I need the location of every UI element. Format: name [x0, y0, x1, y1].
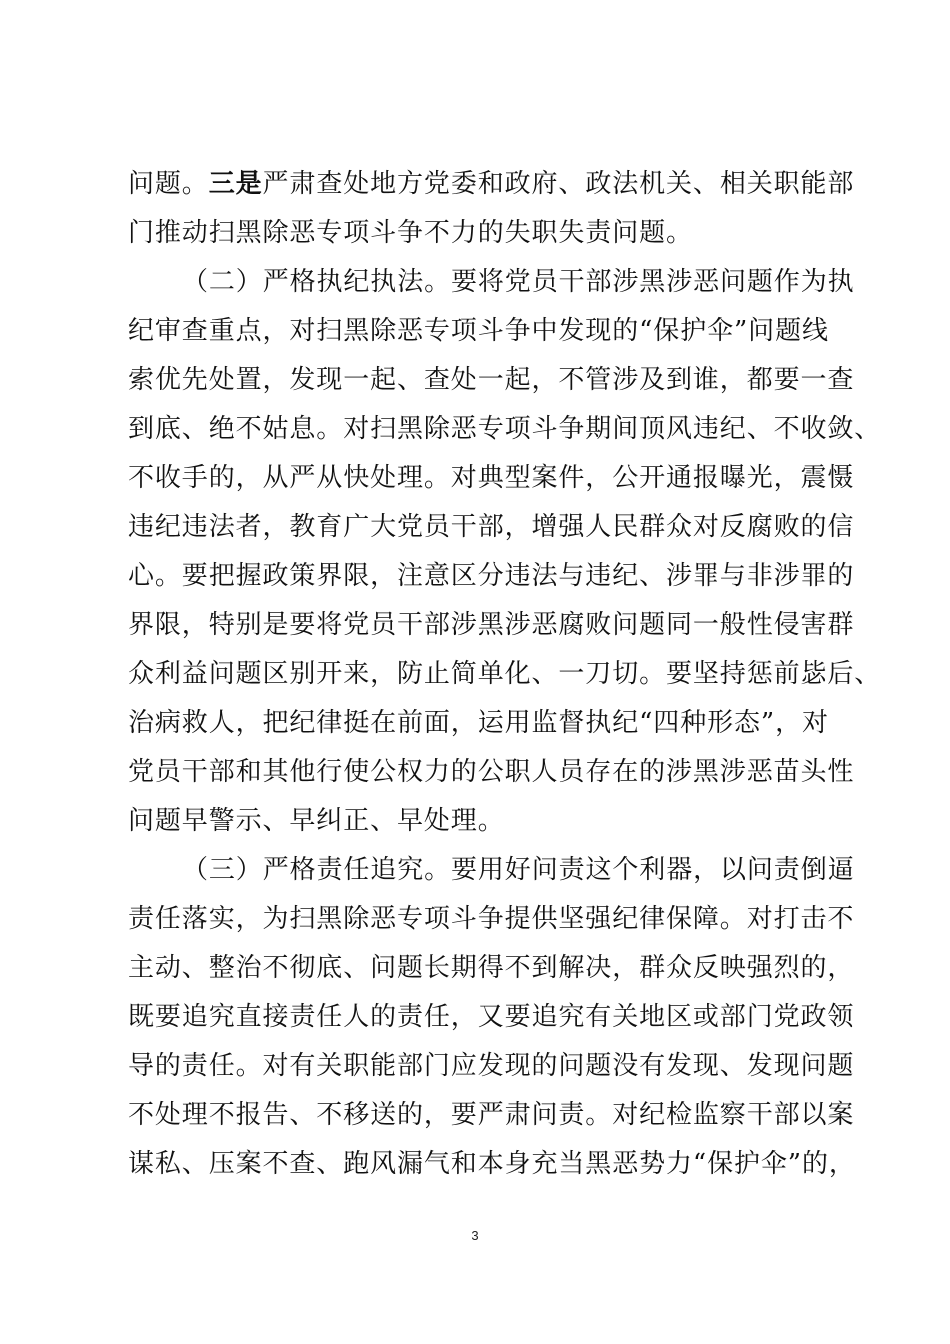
bold-text-run: 三是	[208, 169, 263, 199]
text-line: 门推动扫黑除恶专项斗争不力的失职失责问题。	[128, 218, 693, 248]
text-run: 严肃查处地方党委和政府、政法机关、相关职能部	[262, 169, 855, 199]
text-line: 众利益问题区别开来，防止简单化、一刀切。要坚持惩前毖后、	[128, 659, 882, 689]
text-run: 问题。	[128, 169, 209, 199]
text-line: 党员干部和其他行使公权力的公职人员存在的涉黑涉恶苗头性	[128, 757, 855, 787]
text-line: 主动、整治不彻底、问题长期得不到解决，群众反映强烈的，	[128, 953, 855, 983]
text-line: 违纪违法者，教育广大党员干部，增强人民群众对反腐败的信	[128, 512, 855, 542]
text-line: 谋私、压案不查、跑风漏气和本身充当黑恶势力“保护伞”的，	[128, 1149, 856, 1179]
text-line: 不收手的，从严从快处理。对典型案件，公开通报曝光，震慑	[128, 463, 855, 493]
body-text	[128, 160, 882, 1189]
text-line: 治病救人，把纪律挺在前面，运用监督执纪“四种形态”，对	[128, 708, 829, 738]
section-heading-line: （三）严格责任追究。要用好问责这个利器，以问责倒逼	[182, 855, 855, 885]
text-line: 导的责任。对有关职能部门应发现的问题没有发现、发现问题	[128, 1051, 855, 1081]
text-line: 索优先处置，发现一起、查处一起，不管涉及到谁，都要一查	[128, 365, 855, 395]
text-line: 纪审查重点，对扫黑除恶专项斗争中发现的“保护伞”问题线	[128, 316, 829, 346]
text-line: 不处理不报告、不移送的，要严肃问责。对纪检监察干部以案	[128, 1100, 855, 1130]
page-number: 3	[471, 1228, 479, 1243]
text-line: 到底、绝不姑息。对扫黑除恶专项斗争期间顶风违纪、不收敛、	[128, 414, 882, 444]
text-line: 责任落实，为扫黑除恶专项斗争提供坚强纪律保障。对打击不	[128, 904, 855, 934]
section-heading-line: （二）严格执纪执法。要将党员干部涉黑涉恶问题作为执	[182, 267, 855, 297]
text-line: 心。要把握政策界限，注意区分违法与违纪、涉罪与非涉罪的	[128, 561, 855, 591]
text-line	[128, 160, 855, 209]
text-line: 问题早警示、早纠正、早处理。	[128, 806, 505, 836]
text-line: 既要追究直接责任人的责任，又要追究有关地区或部门党政领	[128, 1002, 855, 1032]
text-line: 界限，特别是要将党员干部涉黑涉恶腐败问题同一般性侵害群	[128, 610, 855, 640]
